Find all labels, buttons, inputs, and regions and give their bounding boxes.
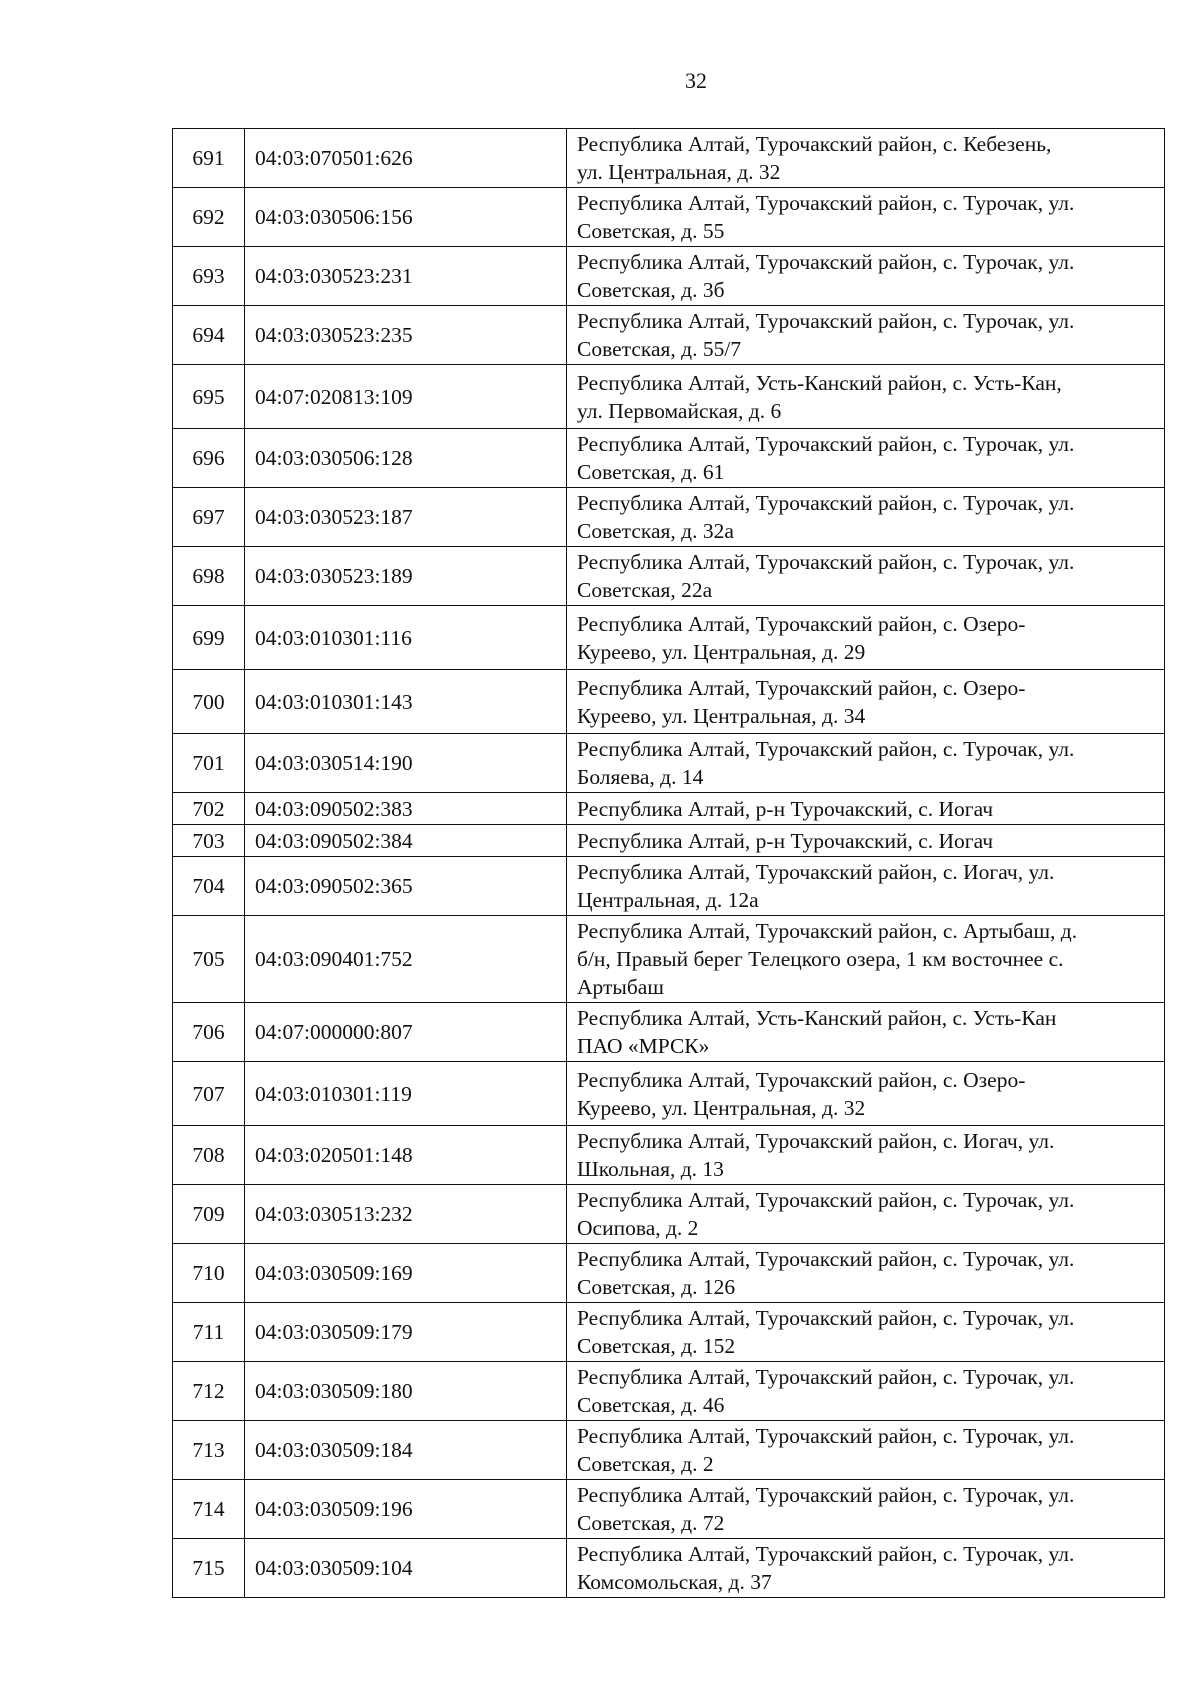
table-row bbox=[173, 188, 1165, 247]
cadastral-number-cell: 04:03:030523:189 bbox=[245, 547, 567, 606]
table-row bbox=[173, 1539, 1165, 1598]
address-cell bbox=[567, 825, 1165, 857]
cadastral-number-cell: 04:03:010301:143 bbox=[245, 670, 567, 734]
address-cell bbox=[567, 857, 1165, 916]
address-line: Советская, д. 55/7 bbox=[577, 337, 742, 361]
address-cell bbox=[567, 606, 1165, 670]
cadastral-number-cell: 04:03:030523:187 bbox=[245, 488, 567, 547]
row-number-cell: 693 bbox=[173, 247, 245, 306]
cadastral-table bbox=[172, 128, 1165, 1598]
address-line: Республика Алтай, Турочакский район, с. Турочак, ул. bbox=[577, 1247, 1075, 1271]
cadastral-number-cell: 04:03:090502:383 bbox=[245, 793, 567, 825]
address-line: Советская, д. 2 bbox=[577, 1452, 714, 1476]
row-number-cell: 697 bbox=[173, 488, 245, 547]
cadastral-number-cell: 04:03:030506:128 bbox=[245, 429, 567, 488]
address-line: Республика Алтай, Турочакский район, с. Иогач, ул. bbox=[577, 860, 1055, 884]
address-line: Республика Алтай, Турочакский район, с. Озеро- bbox=[577, 1067, 1026, 1092]
row-number-cell: 695 bbox=[173, 365, 245, 429]
cadastral-number-cell: 04:03:010301:119 bbox=[245, 1062, 567, 1126]
row-number-cell: 692 bbox=[173, 188, 245, 247]
cadastral-number-cell: 04:03:090401:752 bbox=[245, 916, 567, 1003]
table-row bbox=[173, 670, 1165, 734]
cadastral-number-cell: 04:03:070501:626 bbox=[245, 129, 567, 188]
address-line: Республика Алтай, Турочакский район, с. Турочак, ул. bbox=[577, 1188, 1075, 1212]
address-cell bbox=[567, 1539, 1165, 1598]
address-cell bbox=[567, 1362, 1165, 1421]
address-line: Куреево, ул. Центральная, д. 34 bbox=[577, 703, 866, 728]
address-cell bbox=[567, 670, 1165, 734]
table-row bbox=[173, 1003, 1165, 1062]
address-line: Республика Алтай, р-н Турочакский, с. Иогач bbox=[577, 796, 994, 821]
address-line: Центральная, д. 12а bbox=[577, 888, 759, 912]
cadastral-number-cell: 04:07:000000:807 bbox=[245, 1003, 567, 1062]
address-cell bbox=[567, 793, 1165, 825]
table-row bbox=[173, 365, 1165, 429]
address-cell bbox=[567, 247, 1165, 306]
row-number-cell: 699 bbox=[173, 606, 245, 670]
address-line: Советская, д. 61 bbox=[577, 460, 725, 484]
row-number-cell: 696 bbox=[173, 429, 245, 488]
table-row bbox=[173, 1185, 1165, 1244]
address-line: Республика Алтай, Турочакский район, с. Озеро- bbox=[577, 611, 1026, 636]
table-row bbox=[173, 857, 1165, 916]
cadastral-number-cell: 04:03:030509:179 bbox=[245, 1303, 567, 1362]
row-number-cell: 714 bbox=[173, 1480, 245, 1539]
cadastral-number-cell: 04:03:030509:104 bbox=[245, 1539, 567, 1598]
table-row bbox=[173, 916, 1165, 1003]
address-line: Республика Алтай, Усть-Канский район, с. Усть-Кан, bbox=[577, 370, 1062, 395]
table-body bbox=[173, 129, 1165, 1598]
address-cell bbox=[567, 1003, 1165, 1062]
address-line: Школьная, д. 13 bbox=[577, 1157, 724, 1181]
table-row bbox=[173, 1126, 1165, 1185]
address-cell bbox=[567, 1244, 1165, 1303]
address-line: Комсомольская, д. 37 bbox=[577, 1570, 772, 1594]
address-line: Советская, д. 55 bbox=[577, 219, 725, 243]
table-row bbox=[173, 1303, 1165, 1362]
address-line: Советская, д. 72 bbox=[577, 1511, 725, 1535]
table-row bbox=[173, 825, 1165, 857]
row-number-cell: 694 bbox=[173, 306, 245, 365]
address-line: ул. Первомайская, д. 6 bbox=[577, 398, 782, 423]
table-row bbox=[173, 247, 1165, 306]
table-row bbox=[173, 1362, 1165, 1421]
address-line: Республика Алтай, Турочакский район, с. Турочак, ул. bbox=[577, 250, 1075, 274]
address-line: Осипова, д. 2 bbox=[577, 1216, 699, 1240]
cadastral-number-cell: 04:03:030514:190 bbox=[245, 734, 567, 793]
address-line: Республика Алтай, Турочакский район, с. Турочак, ул. bbox=[577, 432, 1075, 456]
address-line: Советская, д. 126 bbox=[577, 1275, 736, 1299]
row-number-cell: 709 bbox=[173, 1185, 245, 1244]
address-cell bbox=[567, 547, 1165, 606]
table-row bbox=[173, 1480, 1165, 1539]
table-row bbox=[173, 547, 1165, 606]
table-row bbox=[173, 1062, 1165, 1126]
address-line: Советская, 22а bbox=[577, 578, 713, 602]
address-cell bbox=[567, 1185, 1165, 1244]
table-row bbox=[173, 606, 1165, 670]
address-line: Боляева, д. 14 bbox=[577, 765, 704, 789]
row-number-cell: 700 bbox=[173, 670, 245, 734]
cadastral-number-cell: 04:03:030509:169 bbox=[245, 1244, 567, 1303]
row-number-cell: 711 bbox=[173, 1303, 245, 1362]
address-line: Республика Алтай, Турочакский район, с. Кебезень, bbox=[577, 132, 1052, 156]
cadastral-number-cell: 04:03:030509:196 bbox=[245, 1480, 567, 1539]
cadastral-number-cell: 04:03:090502:384 bbox=[245, 825, 567, 857]
address-cell bbox=[567, 306, 1165, 365]
cadastral-number-cell: 04:03:090502:365 bbox=[245, 857, 567, 916]
cadastral-number-cell: 04:03:030509:184 bbox=[245, 1421, 567, 1480]
address-line: Советская, д. 46 bbox=[577, 1393, 725, 1417]
address-line: Республика Алтай, Турочакский район, с. Турочак, ул. bbox=[577, 737, 1075, 761]
row-number-cell: 707 bbox=[173, 1062, 245, 1126]
table-row bbox=[173, 1421, 1165, 1480]
address-line: Республика Алтай, Турочакский район, с. Иогач, ул. bbox=[577, 1129, 1055, 1153]
address-line: Советская, д. 32а bbox=[577, 519, 734, 543]
row-number-cell: 713 bbox=[173, 1421, 245, 1480]
address-line: Куреево, ул. Центральная, д. 29 bbox=[577, 639, 866, 664]
address-cell bbox=[567, 734, 1165, 793]
row-number-cell: 703 bbox=[173, 825, 245, 857]
row-number-cell: 712 bbox=[173, 1362, 245, 1421]
table-row bbox=[173, 1244, 1165, 1303]
address-line: Республика Алтай, Турочакский район, с. Турочак, ул. bbox=[577, 491, 1075, 515]
address-cell bbox=[567, 365, 1165, 429]
address-line: Республика Алтай, Турочакский район, с. Турочак, ул. bbox=[577, 550, 1075, 574]
row-number-cell: 704 bbox=[173, 857, 245, 916]
page-number: 32 bbox=[685, 68, 707, 93]
address-cell bbox=[567, 1126, 1165, 1185]
address-line: Республика Алтай, Турочакский район, с. Озеро- bbox=[577, 675, 1026, 700]
address-line: Артыбаш bbox=[577, 975, 664, 999]
address-cell bbox=[567, 1062, 1165, 1126]
address-line: Советская, д. 3б bbox=[577, 278, 725, 302]
address-line: б/н, Правый берег Телецкого озера, 1 км восточнее с. bbox=[577, 947, 1064, 971]
address-cell bbox=[567, 129, 1165, 188]
row-number-cell: 706 bbox=[173, 1003, 245, 1062]
cadastral-number-cell: 04:03:030513:232 bbox=[245, 1185, 567, 1244]
table-row bbox=[173, 129, 1165, 188]
row-number-cell: 691 bbox=[173, 129, 245, 188]
address-cell bbox=[567, 429, 1165, 488]
address-cell bbox=[567, 1303, 1165, 1362]
address-line: Республика Алтай, Турочакский район, с. Турочак, ул. bbox=[577, 191, 1075, 215]
table-row bbox=[173, 306, 1165, 365]
address-line: Республика Алтай, Турочакский район, с. Турочак, ул. bbox=[577, 1542, 1075, 1566]
row-number-cell: 701 bbox=[173, 734, 245, 793]
table-row bbox=[173, 488, 1165, 547]
address-line: ул. Центральная, д. 32 bbox=[577, 160, 781, 184]
cadastral-number-cell: 04:03:020501:148 bbox=[245, 1126, 567, 1185]
address-line: Республика Алтай, Усть-Канский район, с. Усть-Кан bbox=[577, 1006, 1057, 1030]
cadastral-number-cell: 04:03:030523:231 bbox=[245, 247, 567, 306]
row-number-cell: 708 bbox=[173, 1126, 245, 1185]
row-number-cell: 710 bbox=[173, 1244, 245, 1303]
address-cell bbox=[567, 488, 1165, 547]
row-number-cell: 715 bbox=[173, 1539, 245, 1598]
address-line: Республика Алтай, Турочакский район, с. Турочак, ул. bbox=[577, 1306, 1075, 1330]
cadastral-number-cell: 04:03:030523:235 bbox=[245, 306, 567, 365]
address-cell bbox=[567, 1480, 1165, 1539]
address-line: Советская, д. 152 bbox=[577, 1334, 736, 1358]
cadastral-number-cell: 04:07:020813:109 bbox=[245, 365, 567, 429]
address-line: Республика Алтай, Турочакский район, с. Турочак, ул. bbox=[577, 1483, 1075, 1507]
address-cell bbox=[567, 916, 1165, 1003]
address-line: Республика Алтай, р-н Турочакский, с. Иогач bbox=[577, 828, 994, 853]
table-row bbox=[173, 734, 1165, 793]
cadastral-number-cell: 04:03:030509:180 bbox=[245, 1362, 567, 1421]
address-line: ПАО «МРСК» bbox=[577, 1034, 710, 1058]
row-number-cell: 702 bbox=[173, 793, 245, 825]
address-cell bbox=[567, 1421, 1165, 1480]
cadastral-number-cell: 04:03:010301:116 bbox=[245, 606, 567, 670]
table-row bbox=[173, 429, 1165, 488]
address-cell bbox=[567, 188, 1165, 247]
cadastral-number-cell: 04:03:030506:156 bbox=[245, 188, 567, 247]
address-line: Республика Алтай, Турочакский район, с. Турочак, ул. bbox=[577, 1424, 1075, 1448]
address-line: Куреево, ул. Центральная, д. 32 bbox=[577, 1095, 866, 1120]
table-row bbox=[173, 793, 1165, 825]
row-number-cell: 705 bbox=[173, 916, 245, 1003]
address-line: Республика Алтай, Турочакский район, с. Турочак, ул. bbox=[577, 1365, 1075, 1389]
address-line: Республика Алтай, Турочакский район, с. Артыбаш, д. bbox=[577, 919, 1078, 943]
row-number-cell: 698 bbox=[173, 547, 245, 606]
address-line: Республика Алтай, Турочакский район, с. Турочак, ул. bbox=[577, 309, 1075, 333]
